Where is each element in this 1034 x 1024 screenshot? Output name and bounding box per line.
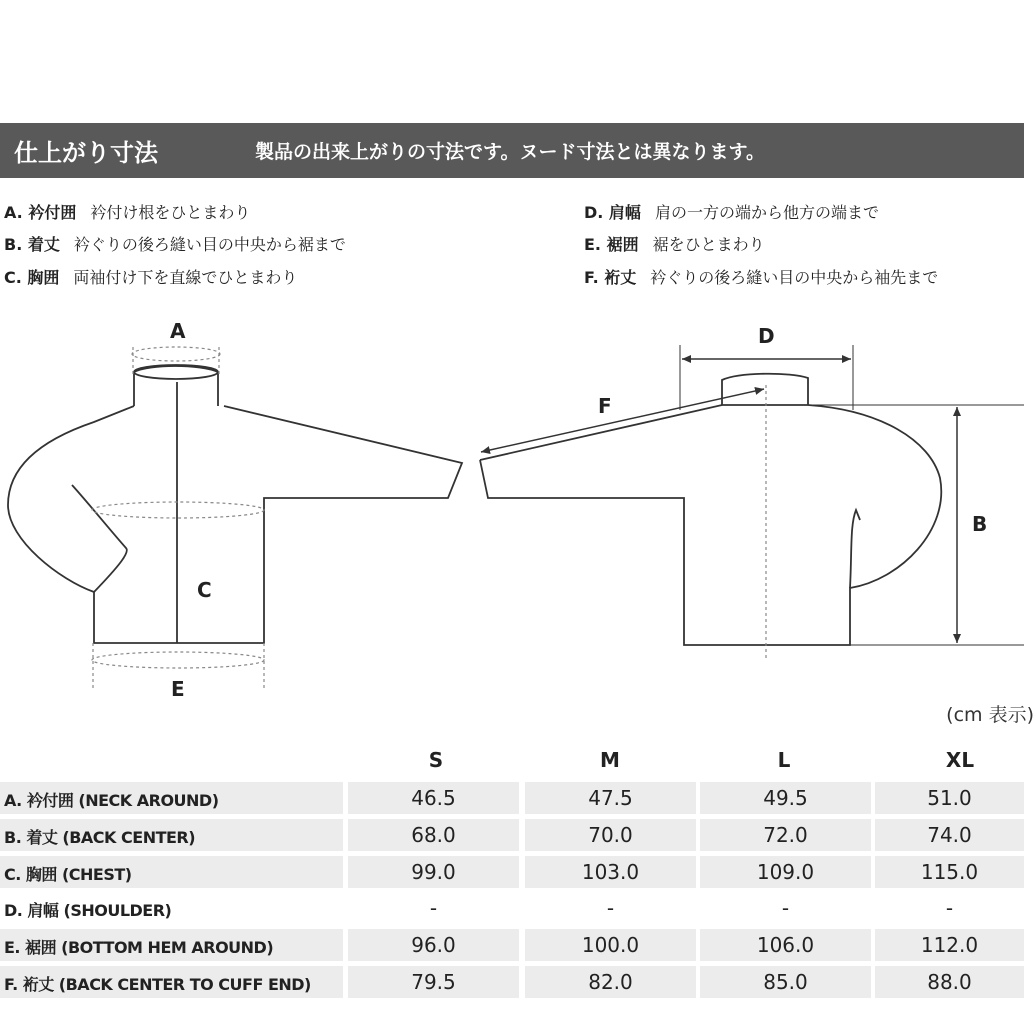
page-title: 仕上がり寸法 xyxy=(14,139,158,167)
table-cell: 112.0 xyxy=(875,929,1024,961)
table-cell: 82.0 xyxy=(525,966,696,998)
legend-item-f xyxy=(584,265,938,288)
page-subtitle: 製品の出来上がりの寸法です。ヌード寸法とは異なります。 xyxy=(255,141,765,163)
label-f: F xyxy=(598,394,612,418)
front-body-outline xyxy=(8,406,462,643)
table-row-label: E. 裾囲 (BOTTOM HEM AROUND) xyxy=(4,938,274,957)
back-view xyxy=(480,374,941,645)
table-cell: - xyxy=(606,896,615,920)
table-row-label-cell xyxy=(0,966,343,998)
legend-item-b xyxy=(4,232,346,255)
legend-item-e xyxy=(584,232,765,255)
back-collar xyxy=(722,374,808,405)
dim-f-line xyxy=(481,389,764,452)
table-cell: 88.0 xyxy=(875,966,1024,998)
back-arm-fold xyxy=(850,510,860,588)
legend-item-a xyxy=(4,200,250,223)
legend-desc: 衿ぐりの後ろ縫い目の中央から袖先まで xyxy=(650,268,939,287)
table-cell: 106.0 xyxy=(700,929,871,961)
table-cell: - xyxy=(945,896,954,920)
header-banner xyxy=(0,123,1024,178)
table-cell: 85.0 xyxy=(700,966,871,998)
neck-around-ellipse xyxy=(132,347,220,361)
table-cell: 72.0 xyxy=(700,819,871,851)
size-header-l: L xyxy=(777,748,791,772)
table-row-label-cell xyxy=(0,892,343,924)
front-arm-fold xyxy=(72,485,127,592)
label-b: B xyxy=(972,512,988,536)
legend-item-d xyxy=(584,200,879,223)
legend-key: A. 衿付囲 xyxy=(4,203,77,222)
hem-ellipse xyxy=(92,652,264,668)
table-cell: 46.5 xyxy=(348,782,519,814)
table-row-label-cell xyxy=(0,782,343,814)
legend-key: E. 裾囲 xyxy=(584,235,639,254)
legend-key: B. 着丈 xyxy=(4,235,60,254)
front-collar xyxy=(134,366,218,406)
table-cell: 49.5 xyxy=(700,782,871,814)
legend-key: F. 裄丈 xyxy=(584,268,637,287)
legend-desc: 肩の一方の端から他方の端まで xyxy=(654,203,879,222)
legend-desc: 衿ぐりの後ろ縫い目の中央から裾まで xyxy=(73,235,346,254)
table-cell: 68.0 xyxy=(348,819,519,851)
table-cell: 70.0 xyxy=(525,819,696,851)
label-e: E xyxy=(171,677,185,701)
table-row-label-cell xyxy=(0,856,343,888)
table-cell: - xyxy=(781,896,790,920)
garment-diagram xyxy=(0,300,1024,710)
legend-key: D. 肩幅 xyxy=(584,203,641,222)
label-a: A xyxy=(170,319,186,343)
table-row-label-cell xyxy=(0,929,343,961)
table-cell: 74.0 xyxy=(875,819,1024,851)
legend-desc: 両袖付け下を直線でひとまわり xyxy=(73,268,298,287)
legend-desc: 裾をひとまわり xyxy=(652,235,765,254)
collar-top-ellipse xyxy=(134,365,218,379)
size-header-m: M xyxy=(600,748,620,772)
chest-ellipse xyxy=(92,502,264,518)
table-row-label: D. 肩幅 (SHOULDER) xyxy=(4,901,172,920)
legend-item-c xyxy=(4,265,297,288)
table-cell: 51.0 xyxy=(875,782,1024,814)
table-row-label: A. 衿付囲 (NECK AROUND) xyxy=(4,791,219,810)
table-cell: 79.5 xyxy=(348,966,519,998)
table-cell: 100.0 xyxy=(525,929,696,961)
table-cell: 109.0 xyxy=(700,856,871,888)
legend-key: C. 胸囲 xyxy=(4,268,60,287)
table-row-label: F. 裄丈 (BACK CENTER TO CUFF END) xyxy=(4,975,311,994)
size-header-s: S xyxy=(428,748,444,772)
unit-note: (cm 表示) xyxy=(946,704,1034,726)
table-cell: 115.0 xyxy=(875,856,1024,888)
label-c: C xyxy=(197,578,212,602)
table-row-label: C. 胸囲 (CHEST) xyxy=(4,865,132,884)
table-cell: 47.5 xyxy=(525,782,696,814)
legend-desc: 衿付け根をひとまわり xyxy=(90,203,251,222)
table-row-label: B. 着丈 (BACK CENTER) xyxy=(4,828,196,847)
label-d: D xyxy=(758,324,775,348)
table-cell: - xyxy=(429,896,438,920)
table-cell: 99.0 xyxy=(348,856,519,888)
table-cell: 96.0 xyxy=(348,929,519,961)
table-row-label-cell xyxy=(0,819,343,851)
back-body-outline xyxy=(480,405,941,645)
size-header-xl: XL xyxy=(945,748,975,772)
table-cell: 103.0 xyxy=(525,856,696,888)
front-guides xyxy=(92,347,264,688)
